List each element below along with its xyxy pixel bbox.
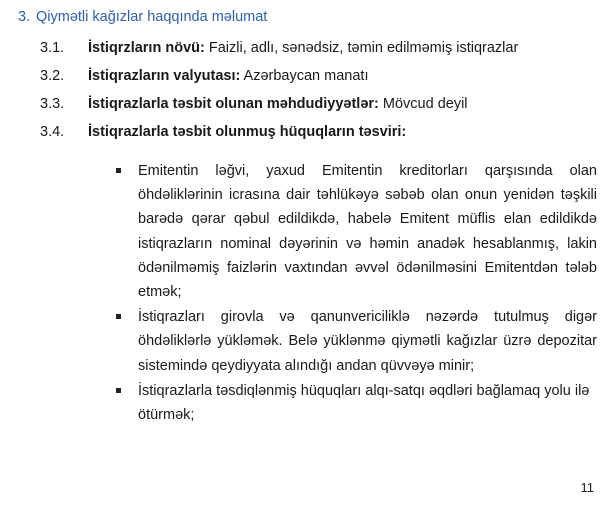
item-number: 3.3. (40, 96, 65, 112)
item-label: İstiqrzların növü: (88, 40, 205, 56)
item-number: 3.2. (40, 68, 65, 84)
bullet-text: Emitentin ləğvi, yaxud Emitentin kreditorları qarşısında olan öhdəliklərinin icrasına dair təhlükəyə səbəb olan onun yenidən təşkili barədə qərar qəbul edildikdə, habelə Emitent müflis elan edildikdə istiqrazların nominal dəyərinin və həmin anadək hesablanmış, lakin ödənilməmiş faizlərin vaxtından əvvəl ödənilməsini Emitentdən tələb etmək; (138, 163, 597, 301)
bullet-text: İstiqrazlarla təsdiqlənmiş hüquqları alqı-satqı əqdləri bağlamaq yolu ilə ötürmək; (138, 382, 590, 424)
bullet-text: İstiqrazları girovla və qanunvericiliklə nəzərdə tutulmuş digər öhdəliklərlə yükləmək. Belə yüklənmə qiymətli kağızlar üzrə depozitar sistemində qeydiyyata alındığı andan qüvvəyə minir; (138, 309, 597, 374)
section-number: 3. (18, 9, 31, 25)
sub-item-3-4 (40, 124, 406, 140)
item-value: Azərbaycan manatı (240, 68, 369, 84)
bullet-square-icon (116, 168, 121, 173)
rights-bullet-list (116, 159, 597, 428)
page-number: 11 (580, 480, 594, 495)
item-value: Mövcud deyil (378, 96, 468, 112)
item-number: 3.1. (40, 40, 65, 56)
sub-item-3-2 (40, 68, 368, 84)
section-title: Qiymətli kağızlar haqqında məlumat (36, 9, 268, 25)
sub-item-3-1 (40, 40, 518, 56)
sub-item-3-3 (40, 96, 468, 112)
item-label: İstiqrazların valyutası: (88, 68, 241, 84)
item-label: İstiqrazlarla təsbit olunmuş hüquqların təsviri: (88, 124, 407, 140)
item-number: 3.4. (40, 124, 65, 140)
list-item (116, 379, 597, 427)
section-heading (18, 9, 267, 25)
list-item (116, 159, 597, 304)
bullet-square-icon (116, 314, 121, 319)
list-item (116, 305, 597, 378)
bullet-square-icon (116, 388, 121, 393)
item-label: İstiqrazlarla təsbit olunan məhdudiyyətlər: (88, 96, 379, 112)
item-value: Faizli, adlı, sənədsiz, təmin edilməmiş istiqrazlar (204, 40, 519, 56)
